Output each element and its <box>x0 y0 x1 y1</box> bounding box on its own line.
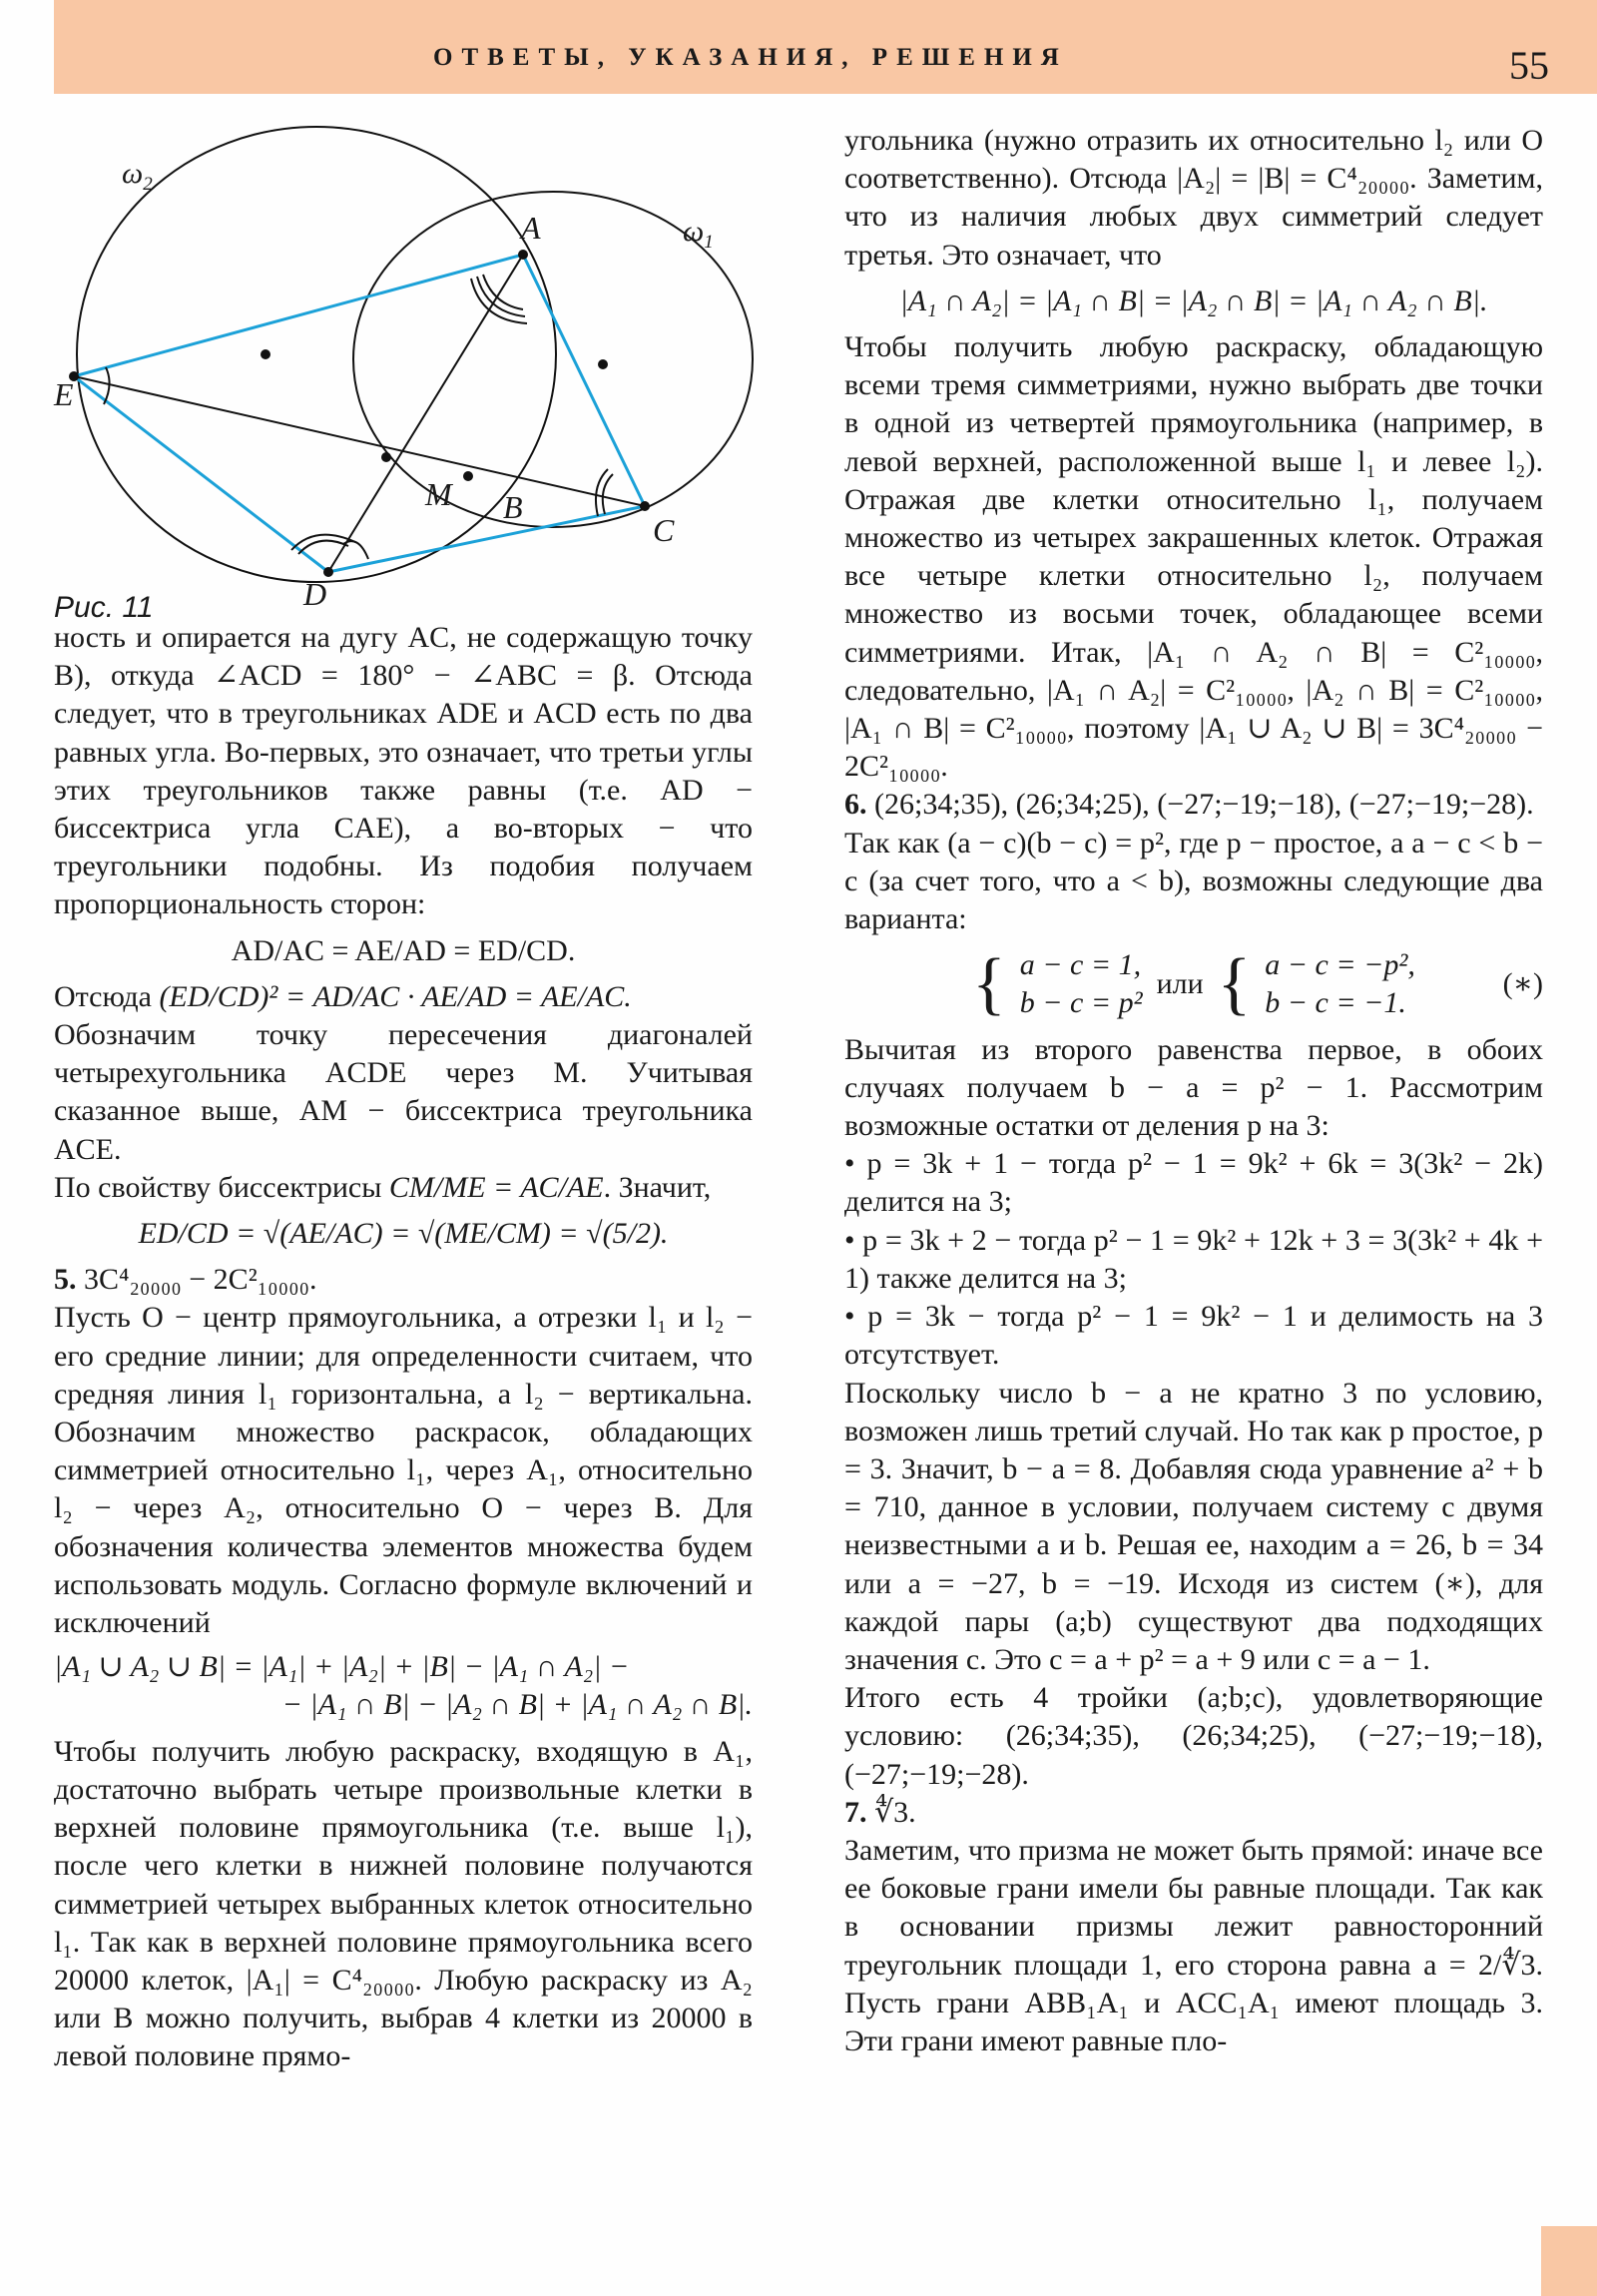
bullet-item: • p = 3k − тогда p² − 1 = 9k² − 1 и делимость на 3 отсутствует. <box>844 1300 1543 1372</box>
label-omega2: $\omega_2$ <box>122 157 153 195</box>
formula-proportion: AD/AC = AE/AD = ED/CD. <box>231 933 576 967</box>
paragraph: Поскольку число b − a не кратно 3 по условию, возможен лишь третий случай. Но так как p простое, p = 3. Значит, b − a = 8. Добавляя сюда уравнение a² + b = 710, данное в условии, получаем систему с двумя неизвестными a и b. Решая ее, находим a = 26, b = 34 или a = −27, b = −19. Исходя из систем (∗), для каждой пары (a;b) существуют два подходящих значения c. Это c = a + p² = a + 9 или c = a − 1. <box>844 1376 1543 1676</box>
left-column <box>54 619 753 2076</box>
problem-6-answer: 6. (26;34;35), (26;34;25), (−27;−19;−18), (−27;−19;−28). <box>844 788 1534 822</box>
label-omega1: $\omega_1$ <box>683 215 714 253</box>
bullet-item: • p = 3k + 2 − тогда p² − 1 = 9k² + 12k + 3 = 3(3k² + 4k + 1) также делится на 3; <box>844 1223 1543 1295</box>
paragraph: Обозначим точку пересечения диагоналей четырехугольника ACDE через M. Учитывая сказанное выше, AM − биссектриса треугольника ACE. <box>54 1018 753 1166</box>
label-C: C <box>653 512 675 548</box>
formula-intersections: |A₁ ∩ A₂| = |A₁ ∩ B| = |A₂ ∩ B| = |A₁ ∩ A₂ ∩ B|. <box>899 284 1488 317</box>
figure-caption: Рис. 11 <box>54 591 154 624</box>
formula-sqrt-ratio: ED/CD = √(AE/AC) = √(ME/CM) = √(5/2). <box>138 1217 669 1251</box>
paragraph: Итого есть 4 тройки (a;b;c), удовлетворяющие условию: (26;34;35), (26;34;25), (−27;−19;−18), (−27;−19;−28). <box>844 1681 1543 1791</box>
geometry-figure <box>54 115 773 634</box>
paragraph: Чтобы получить любую раскраску, обладающую всеми тремя симметриями, нужно выбрать две точки в одной из четвертей прямоугольника (например, в левой верхней, расположенной выше l₁ и левее l₂). Отражая две клетки относительно l₁, получаем множество из четырех закрашенных клеток. Отражая все четыре клетки относительно l₂, получаем множество из восьми точек, обладающее всеми симметриями. Итак, |A₁ ∩ A₂ ∩ B| = C²₁₀₀₀₀, следовательно, |A₁ ∩ A₂| = C²₁₀₀₀₀, |A₂ ∩ B| = C²₁₀₀₀₀, |A₁ ∩ B| = C²₁₀₀₀₀, поэтому |A₁ ∪ A₂ ∪ B| = 3C⁴₂₀₀₀₀ − 2C²₁₀₀₀₀. <box>844 330 1543 784</box>
paragraph: Пусть O − центр прямоугольника, а отрезки l₁ и l₂ − его средние линии; для определенности считаем, что средняя линия l₁ горизонтальна, а l₂ − вертикальна. Обозначим множество раскрасок, обладающих симметрией относительно l₁, через A₁, относительно l₂ − через A₂, относительно O − через B. Для обозначения количества элементов множества будем использовать модуль. Согласно формуле включений и исключений <box>54 1301 753 1640</box>
problem-7-answer: 7. ∜3. <box>844 1795 916 1829</box>
label-B: B <box>503 489 523 525</box>
problem-5-answer: 5. 3C⁴₂₀₀₀₀ − 2C²₁₀₀₀₀. <box>54 1263 317 1297</box>
page-corner-tab <box>1541 2226 1597 2296</box>
paragraph: ность и опирается на дугу AC, не содержащую точку B), откуда ∠ACD = 180° − ∠ABC = β. Отсюда следует, что в треугольниках ADE и ACD есть по два равных угла. Во-первых, это означает, что третьи углы этих треугольников также равны (т.е. AD − биссектриса угла CAE), а во-вторых − что треугольники подобны. Из подобия получаем пропорциональность сторон: <box>54 621 753 921</box>
header-title: ОТВЕТЫ, УКАЗАНИЯ, РЕШЕНИЯ <box>433 44 1068 71</box>
running-header <box>54 0 1597 94</box>
bullet-item: • p = 3k + 1 − тогда p² − 1 = 9k² + 6k = 3(3k² − 2k) делится на 3; <box>844 1147 1543 1219</box>
right-column <box>844 122 1543 2060</box>
bisector-property: По свойству биссектрисы CM/ME = AC/AE. Значит, <box>54 1170 712 1204</box>
label-A: A <box>521 210 541 246</box>
system-of-equations: { a − c = 1, b − c = p² или { a − c = −p², b − c = −1. (∗) <box>972 945 1543 1023</box>
page-number: 55 <box>1509 43 1549 88</box>
formula-inclusion-exclusion-1: |A₁ ∪ A₂ ∪ B| = |A₁| + |A₂| + |B| − |A₁ ∩ A₂| − <box>54 1650 630 1684</box>
paragraph: Чтобы получить любую раскраску, входящую в A₁, достаточно выбрать четыре произвольные клетки в верхней половине прямоугольника (т.е. выше l₁), после чего клетки в нижней половине получаются симметрией четырех выбранных клеток относительно l₁. Так как в верхней половине прямоугольника всего 20000 клеток, |A₁| = C⁴₂₀₀₀₀. Любую раскраску из A₂ или B можно получить, выбрав 4 клетки из 20000 в левой половине прямо- <box>54 1734 753 2073</box>
paragraph: Так как (a − c)(b − c) = p², где p − простое, а a − c < b − c (за счет того, что a < b), возможны следующие два варианта: <box>844 826 1543 936</box>
paragraph: Вычитая из второго равенства первое, в обоих случаях получаем b − a = p² − 1. Рассмотрим возможные остатки от деления p на 3: <box>844 1032 1543 1143</box>
label-M: M <box>425 476 452 512</box>
formula-inclusion-exclusion-2: − |A₁ ∩ B| − |A₂ ∩ B| + |A₁ ∩ A₂ ∩ B|. <box>281 1688 753 1722</box>
label-D: D <box>303 576 327 612</box>
formula-ratio-squared: Отсюда (ED/CD)² = AD/AC · AE/AD = AE/AC. <box>54 979 632 1013</box>
paragraph: Заметим, что призма не может быть прямой: иначе все ее боковые грани имели бы равные площади. Так как в основании призмы лежит равносторонний треугольник площади 1, его сторона равна a = 2/∜3. Пусть грани ABB₁A₁ и ACC₁A₁ имеют площадь 3. Эти грани имеют равные пло- <box>844 1833 1543 2057</box>
label-E: E <box>54 376 74 412</box>
paragraph: угольника (нужно отразить их относительно l₂ или O соответственно). Отсюда |A₂| = |B| = C⁴₂₀₀₀₀. Заметим, что из наличия любых двух симметрий следует третья. Это означает, что <box>844 124 1543 272</box>
